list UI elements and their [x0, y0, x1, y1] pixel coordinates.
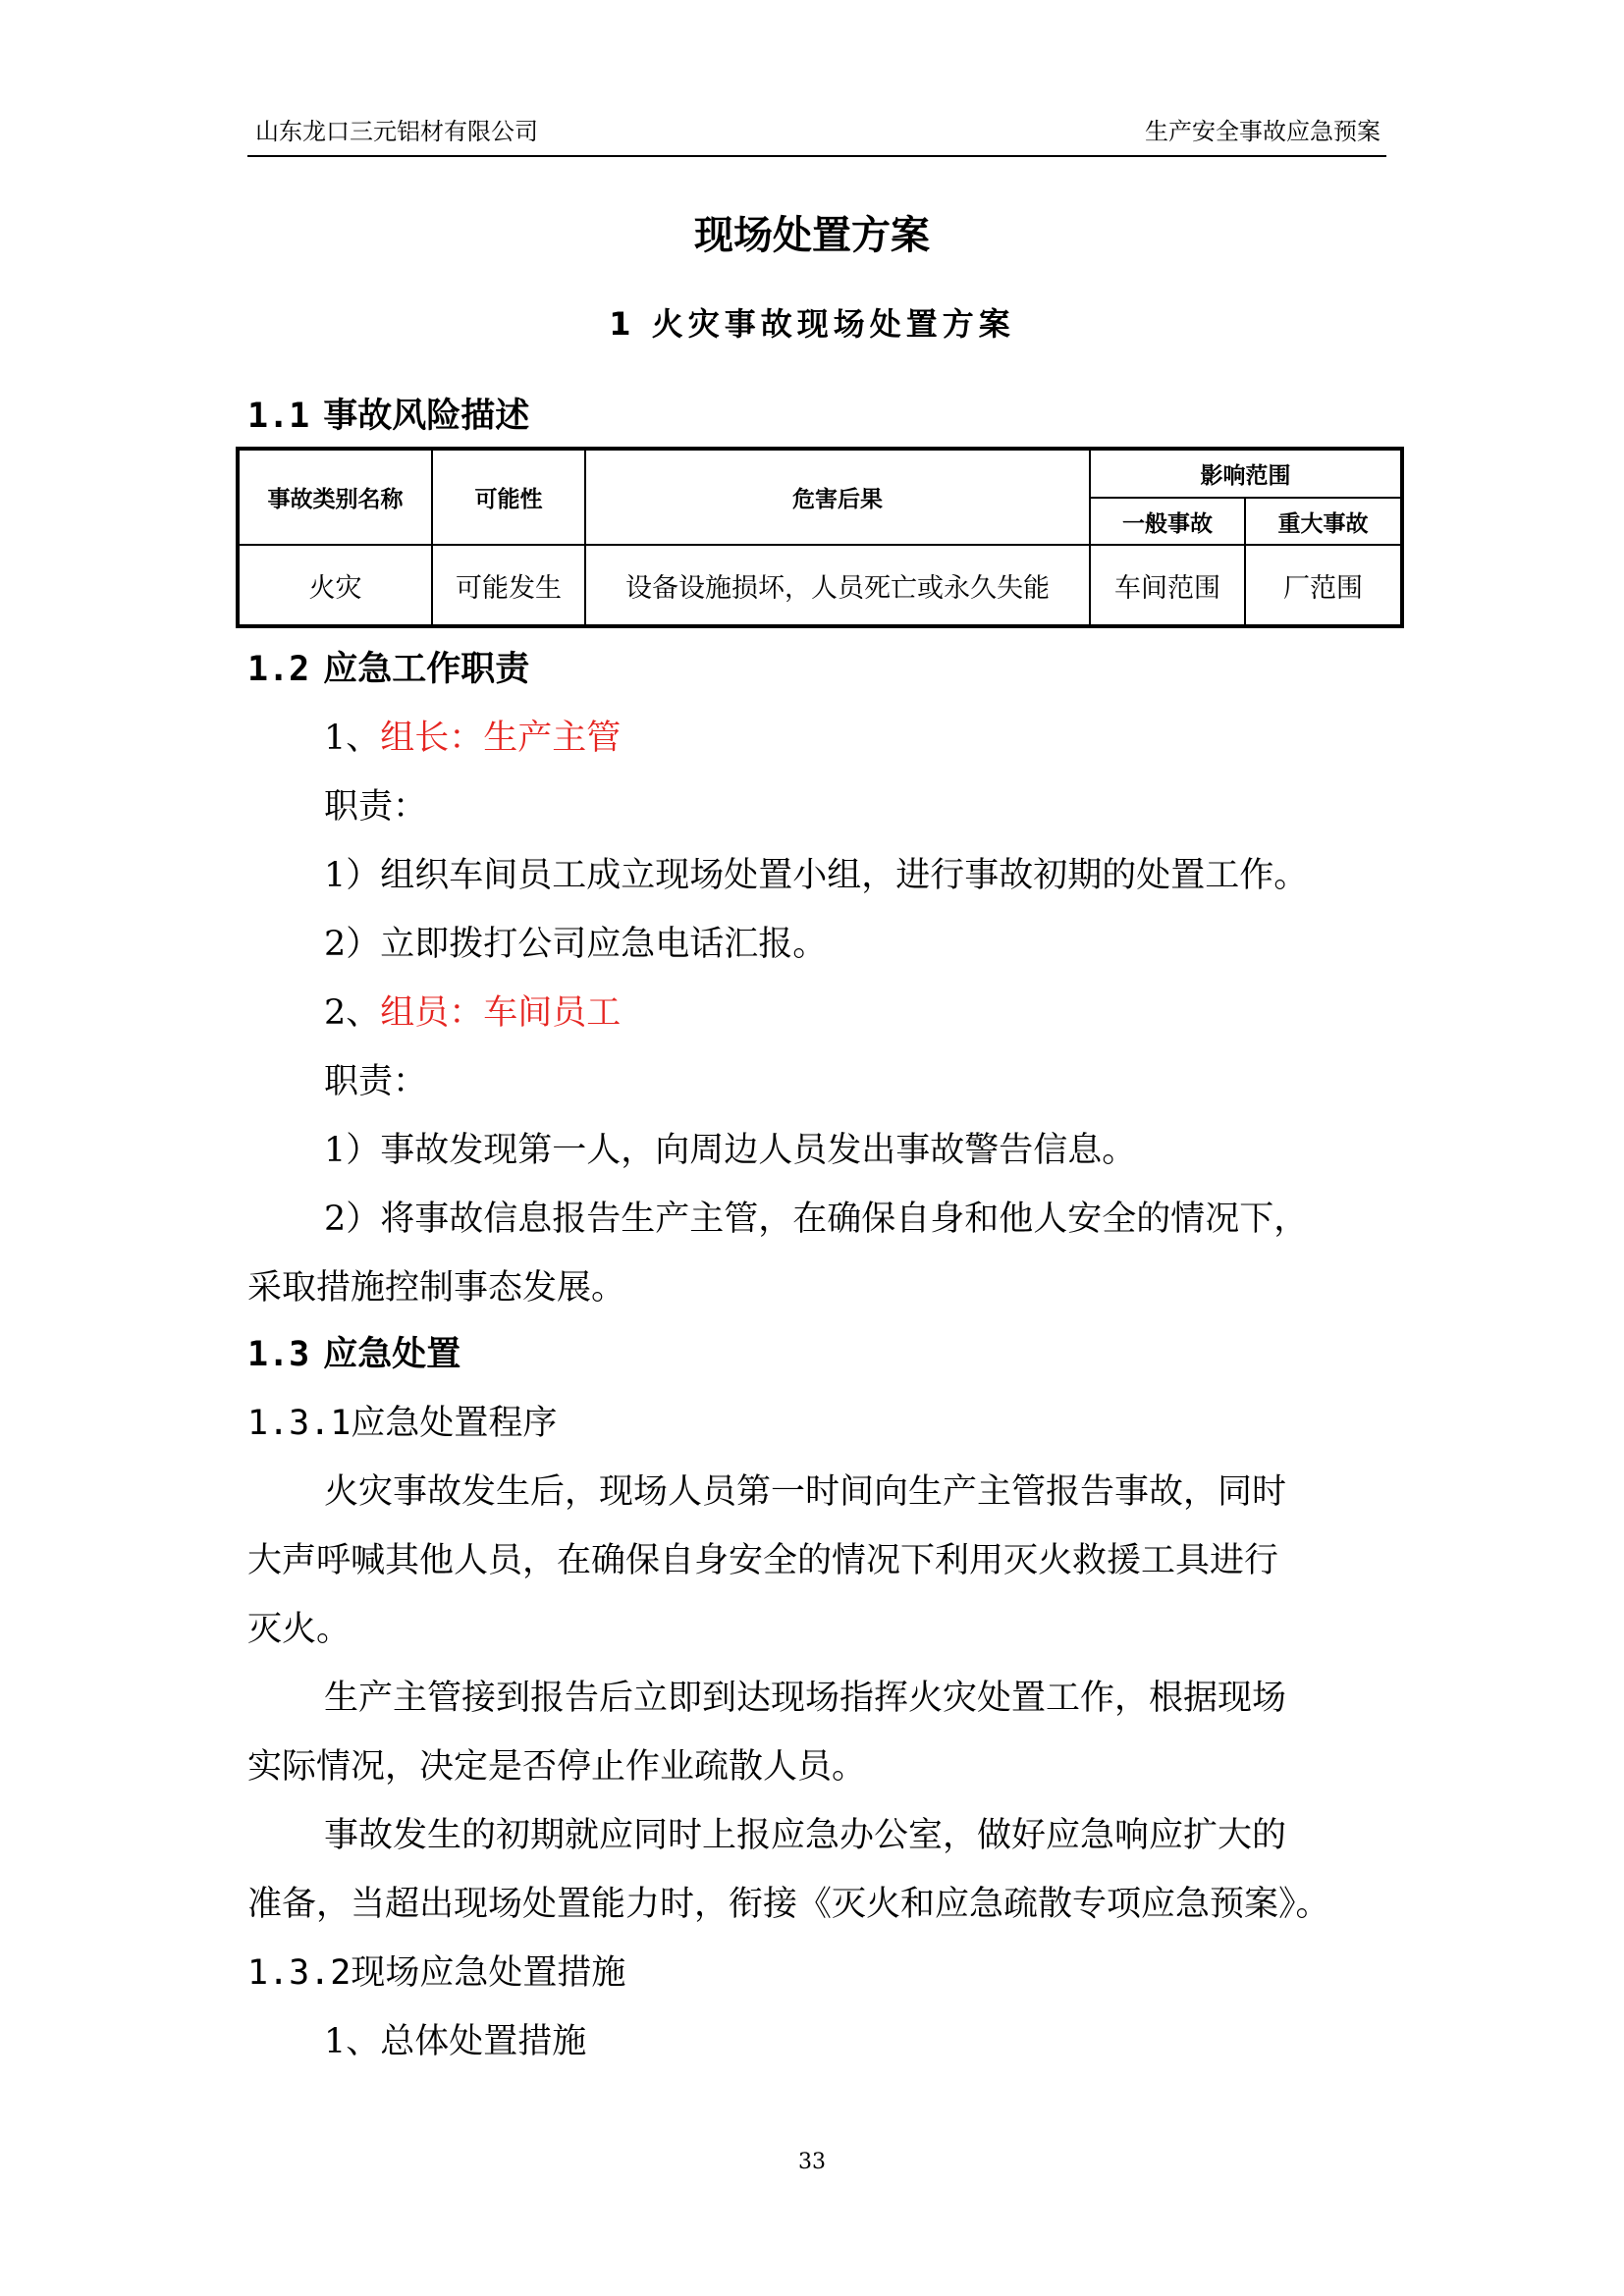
- header-consequence: 危害后果: [585, 449, 1090, 545]
- page-title: 现场处置方案: [694, 213, 930, 258]
- cell-accident-type: 火灾: [238, 545, 432, 626]
- risk-table: [236, 447, 1404, 628]
- table-row: [238, 545, 1402, 626]
- header-company: 山东龙口三元铝材有限公司: [255, 118, 538, 145]
- header-impact-range: 影响范围: [1090, 449, 1402, 498]
- list-prefix: 2、: [324, 993, 381, 1033]
- header-possibility: 可能性: [432, 449, 585, 545]
- list-item: 1）事故发现第一人，向周边人员发出事故警告信息。: [324, 1131, 1137, 1170]
- page-header: [247, 116, 1386, 157]
- list-prefix: 1、: [324, 719, 381, 758]
- list-item-continuation: 采取措施控制事态发展。: [247, 1268, 626, 1308]
- cell-general-range: 车间范围: [1090, 545, 1245, 626]
- paragraph-line: 准备，当超出现场处置能力时，衔接《灭火和应急疏散专项应急预案》。: [247, 1885, 1330, 1924]
- page-number: 33: [798, 2150, 826, 2174]
- paragraph-line: 灭火。: [247, 1610, 352, 1649]
- subsection-heading-1-3-1: [247, 1400, 557, 1447]
- list-item: 2）立即拨打公司应急电话汇报。: [324, 925, 828, 964]
- header-accident-type: 事故类别名称: [238, 449, 432, 545]
- list-item: 1）组织车间员工成立现场处置小组，进行事故初期的处置工作。: [324, 856, 1309, 895]
- plan-subtitle: 1 火灾事故现场处置方案: [609, 305, 1015, 343]
- paragraph-line: 事故发生的初期就应同时上报应急办公室，做好应急响应扩大的: [324, 1816, 1287, 1855]
- cell-major-range: 厂范围: [1245, 545, 1402, 626]
- leader-line: [324, 715, 621, 762]
- section-heading-1-1: [247, 393, 529, 440]
- section-title: 事故风险描述: [323, 397, 530, 436]
- section-number: 1.3: [247, 1335, 310, 1374]
- member-line: [324, 989, 621, 1037]
- section-heading-1-2: [247, 646, 529, 693]
- cell-possibility: 可能发生: [432, 545, 585, 626]
- header-major-accident: 重大事故: [1245, 498, 1402, 545]
- subsection-number: 1.3.1: [247, 1404, 352, 1443]
- subsection-title: 现场应急处置措施: [351, 1953, 626, 1993]
- section-heading-1-3: [247, 1331, 460, 1378]
- duty-label: 职责：: [324, 787, 428, 827]
- list-item: 1、总体处置措施: [324, 2022, 587, 2061]
- header-general-accident: 一般事故: [1090, 498, 1245, 545]
- paragraph-line: 生产主管接到报告后立即到达现场指挥火灾处置工作，根据现场: [324, 1679, 1287, 1718]
- leader-role: 组长：生产主管: [380, 719, 622, 758]
- section-number: 1.1: [247, 397, 310, 436]
- list-item: 2）将事故信息报告生产主管，在确保自身和他人安全的情况下，: [324, 1200, 1309, 1239]
- header-doc-name: 生产安全事故应急预案: [1145, 118, 1380, 145]
- section-title: 应急处置: [323, 1335, 461, 1374]
- subsection-number: 1.3.2: [247, 1953, 352, 1993]
- paragraph-line: 实际情况，决定是否停止作业疏散人员。: [247, 1747, 867, 1787]
- section-title: 应急工作职责: [323, 650, 530, 689]
- subsection-heading-1-3-2: [247, 1949, 625, 1997]
- cell-consequence: 设备设施损坏，人员死亡或永久失能: [585, 545, 1090, 626]
- subsection-title: 应急处置程序: [351, 1404, 558, 1443]
- member-role: 组员：车间员工: [380, 993, 622, 1033]
- paragraph-line: 大声呼喊其他人员，在确保自身安全的情况下利用灭火救援工具进行: [247, 1541, 1279, 1580]
- paragraph-line: 火灾事故发生后，现场人员第一时间向生产主管报告事故，同时: [324, 1472, 1287, 1512]
- duty-label: 职责：: [324, 1062, 428, 1101]
- section-number: 1.2: [247, 650, 310, 689]
